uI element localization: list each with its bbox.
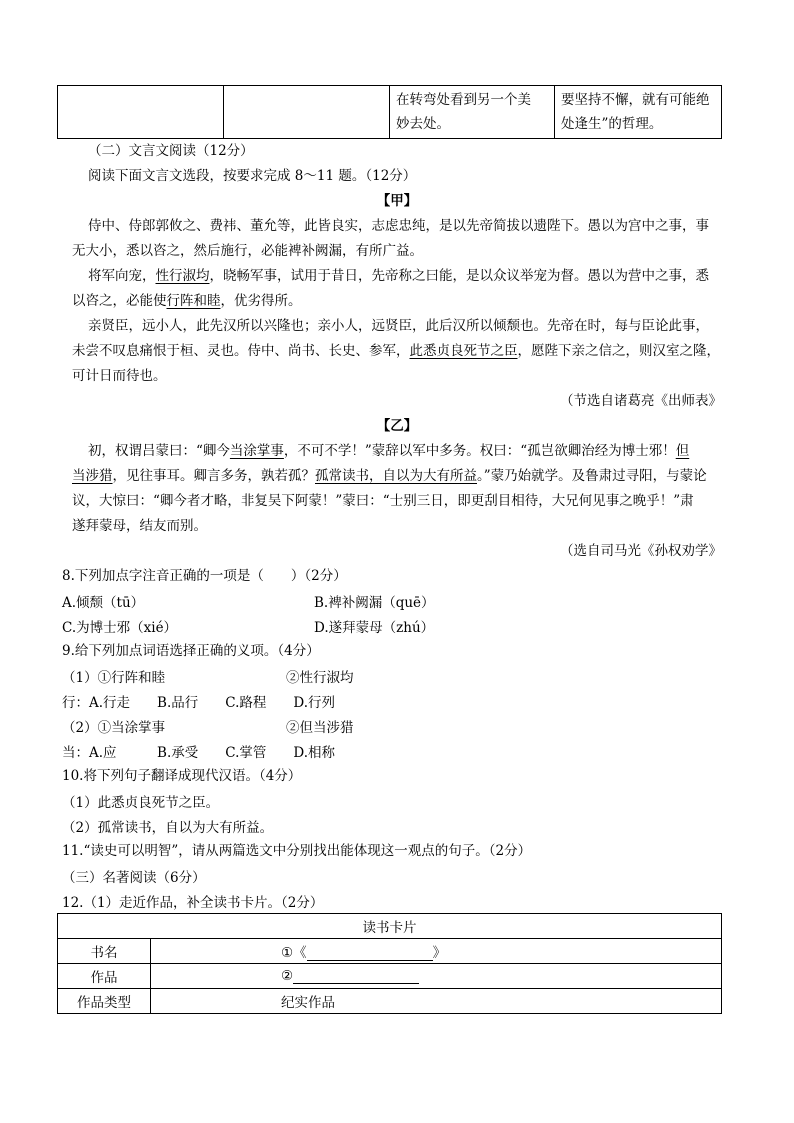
top-table-cell-3-line2: 妙去处。 [396, 116, 450, 132]
yi-l1-underlined-1: 当涂掌事 [229, 443, 284, 459]
yi-line2 [72, 466, 722, 486]
card-work-prefix: ② [281, 968, 294, 984]
yi-l1-text-b: ，不可不学！”蒙辞以军中多务。权曰：“孤岂欲卿治经为博士邪！ [283, 443, 676, 459]
card-label-book-name: 书名 [58, 939, 151, 964]
q9-stem: 9.给下列加点词语选择正确的义项。（4分） [62, 643, 320, 659]
jia-p3l2-text-a: 未尝不叹息痛恨于桓、灵也。侍中、尚书、长史、参军， [72, 343, 410, 359]
card-genre-value: 纪实作品 [151, 989, 722, 1014]
jia-p3-line2 [72, 341, 722, 361]
yi-line3: 议，大惊曰：“卿今者才略，非复吴下阿蒙！”蒙曰：“士别三日，即更刮目相待，大兄何见事之晚乎！”肃 [72, 493, 694, 509]
yi-l2-text-a: ，见往事耳。卿言多务，孰若孤？ [112, 468, 315, 484]
section2-heading: （二）文言文阅读（12分） [88, 143, 254, 159]
q10-sub1: （1）此悉贞良死节之臣。 [62, 795, 220, 811]
jia-p3l2-text-b: ，愿陛下亲之信之，则汉室之隆， [517, 343, 720, 359]
q8-stem: 8.下列加点字注音正确的一项是（ ）（2分） [62, 568, 347, 584]
jia-p2-text-a: 将军向宠， [88, 268, 156, 284]
jia-p1-line1: 侍中、侍郎郭攸之、费祎、董允等，此皆良实，志虑忠纯，是以先帝简拔以遗陛下。愚以为宫中之事，事 [88, 218, 709, 234]
q8-option-d: D.遂拜蒙母（zhú） [314, 620, 435, 636]
jia-p2l2-text-b: ，优劣得所。 [220, 293, 302, 309]
jia-p3-line3: 可计日而待也。 [72, 368, 167, 384]
jia-p2-text-b: ，晓畅军事，试用于昔日，先帝称之曰能，是以众议举宠为督。愚以为营中之事，悉 [209, 268, 709, 284]
card-book-suffix: 》 [432, 945, 447, 961]
q11-stem: 11.“读史可以明智”，请从两篇选文中分别找出能体现这一观点的句子。（2分） [62, 843, 532, 859]
q10-stem: 10.将下列句子翻译成现代汉语。（4分） [62, 768, 302, 784]
yi-l1-underlined-2: 但 [675, 443, 690, 459]
top-table-cell-3 [390, 86, 555, 139]
top-table-cell-3-line1: 在转弯处看到另一个美 [396, 92, 531, 108]
card-label-genre: 作品类型 [58, 989, 151, 1014]
jia-p2-underlined: 性行淑均 [155, 268, 210, 284]
jia-p2-line1 [88, 266, 738, 286]
yi-line1 [88, 441, 738, 461]
top-table-cell-4 [555, 86, 722, 139]
reading-card [57, 913, 722, 1014]
q9-sub1-options: 行：A.行走 B.品行 C.路程 D.行列 [62, 695, 336, 711]
passage-jia-title: 【甲】 [376, 193, 418, 209]
top-answer-table [57, 85, 722, 139]
yi-l2-text-b: 。”蒙乃始就学。及鲁肃过寻阳，与蒙论 [477, 468, 707, 484]
section3-heading: （三）名著阅读（6分） [62, 870, 206, 886]
section2-intro: 阅读下面文言文选段，按要求完成 8～11 题。（12分） [88, 168, 417, 184]
card-book-prefix: ①《 [281, 945, 307, 961]
q9-sub2-left: （2）①当涂掌事 [62, 720, 166, 736]
q8-option-c: C.为博士邪（xié） [62, 620, 178, 636]
yi-line4: 遂拜蒙母，结友而别。 [72, 518, 207, 534]
q9-sub1-right: ②性行淑均 [286, 670, 354, 686]
q8-option-b: B.裨补阙漏（quē） [314, 595, 435, 611]
top-table-cell-4-line1: 要坚持不懈，就有可能绝 [561, 92, 710, 108]
yi-l1-text-a: 初，权谓吕蒙曰：“卿今 [88, 443, 230, 459]
passage-yi-title: 【乙】 [376, 418, 418, 434]
jia-source: （节选自诸葛亮《出师表》 [560, 393, 722, 409]
yi-l2-underlined-2: 孤常读书，自以为大有所益 [315, 468, 477, 484]
yi-source: （选自司马光《孙权劝学》 [560, 543, 722, 559]
jia-p1-line2: 无大小，悉以咨之，然后施行，必能裨补阙漏，有所广益。 [72, 243, 423, 259]
top-table-cell-1 [58, 86, 224, 139]
jia-p3-line1: 亲贤臣，远小人，此先汉所以兴隆也；亲小人，远贤臣，此后汉所以倾颓也。先帝在时，每与臣论此事， [88, 318, 709, 334]
top-table-cell-2 [224, 86, 390, 139]
q9-sub2-right: ②但当涉猎 [286, 720, 354, 736]
card-book-name-field[interactable] [151, 939, 722, 964]
yi-l2-underlined-1: 当涉猎 [72, 468, 113, 484]
jia-p2l2-text-a: 以咨之，必能使 [72, 293, 167, 309]
q9-sub2-options: 当：A.应 B.承受 C.掌管 D.相称 [62, 745, 336, 761]
q12-stem: 12.（1）走近作品，补全读书卡片。（2分） [62, 895, 324, 911]
jia-p2l2-underlined: 行阵和睦 [166, 293, 221, 309]
work-blank[interactable] [293, 969, 419, 984]
card-label-work: 作品 [58, 964, 151, 989]
q10-sub2: （2）孤常读书，自以为大有所益。 [62, 820, 274, 836]
book-name-blank[interactable] [307, 946, 433, 961]
q9-sub1-left: （1）①行阵和睦 [62, 670, 166, 686]
top-table-cell-4-line2: 处逢生”的哲理。 [561, 116, 663, 132]
jia-p3l2-underlined: 此悉贞良死节之臣 [409, 343, 518, 359]
reading-card-title: 读书卡片 [58, 914, 722, 939]
jia-p2-line2 [72, 291, 722, 311]
q8-option-a: A.倾颓（tū） [62, 595, 145, 611]
card-work-field[interactable] [151, 964, 722, 989]
